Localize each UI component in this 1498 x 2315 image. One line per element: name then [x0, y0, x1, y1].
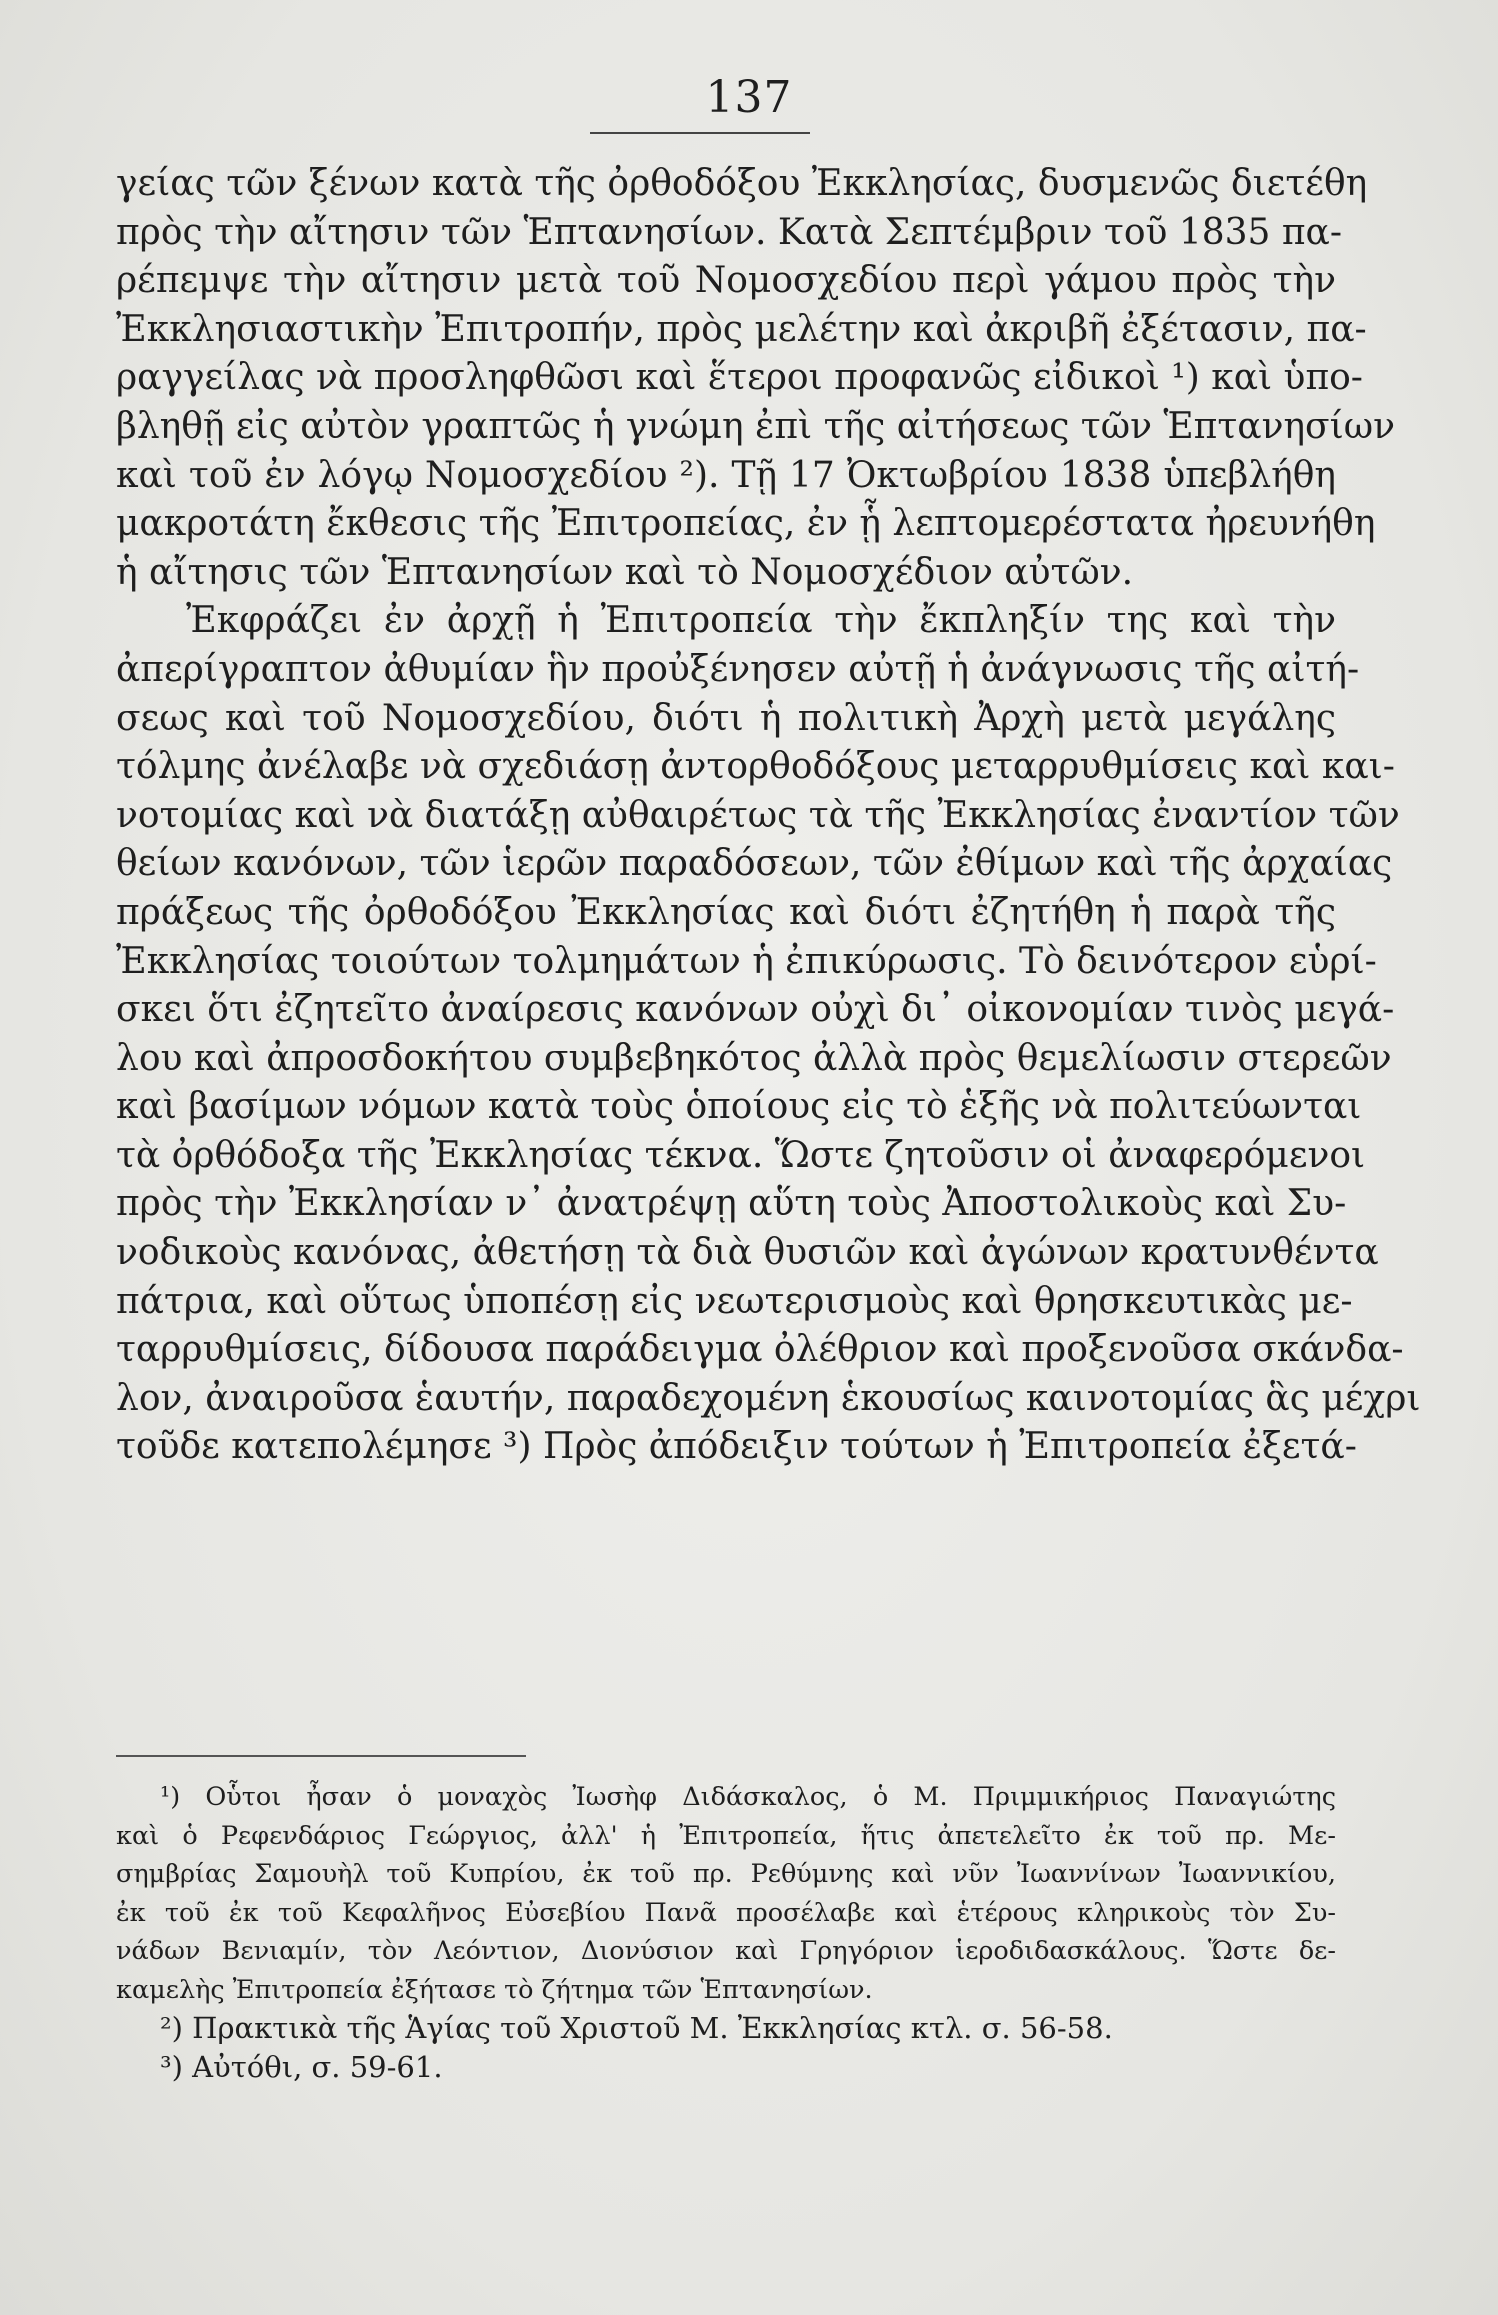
text-line: ἀπερίγραπτον ἀθυμίαν ἣν προὐξένησεν αὐτῇ ἡ ἀνάγνωσις τῆς αἰτή- [116, 648, 1360, 690]
text-line: γείας τῶν ξένων κατὰ τῆς ὀρθοδόξου Ἐκκλησίας, δυσμενῶς διετέθη [116, 163, 1368, 204]
footnote-line: ²) Πρακτικὰ τῆς Ἁγίας τοῦ Χριστοῦ Μ. Ἐκκλησίας κτλ. σ. 56-58. [160, 2011, 1113, 2045]
text-line: καὶ βασίμων νόμων κατὰ τοὺς ὁποίους εἰς τὸ ἑξῆς νὰ πολιτεύωνται [116, 1086, 1362, 1128]
text-line: ρέπεμψε τὴν αἴτησιν μετὰ τοῦ Νομοσχεδίου περὶ γάμου πρὸς τὴν [116, 260, 1336, 302]
footnote-line: ³) Αὐτόθι, σ. 59-61. [160, 2049, 443, 2084]
footnote-line: ἐκ τοῦ ἐκ τοῦ Κεφαλῆνος Εὐσεβίου Πανᾶ προσέλαβε καὶ ἑτέρους κληρικοὺς τὸν Συ- [116, 1897, 1336, 1928]
text-line: θείων κανόνων, τῶν ἱερῶν παραδόσεων, τῶν ἐθίμων καὶ τῆς ἀρχαίας [116, 843, 1393, 885]
text-line: νοδικοὺς κανόνας, ἀθετήσῃ τὰ διὰ θυσιῶν καὶ ἀγώνων κρατυνθέντα [116, 1232, 1379, 1274]
text-line: λον, ἀναιροῦσα ἑαυτήν, παραδεχομένη ἑκουσίως καινοτομίας ἃς μέχρι [116, 1377, 1421, 1419]
text-line: Ἐκκλησιαστικὴν Ἐπιτροπήν, πρὸς μελέτην καὶ ἀκριβῆ ἐξέτασιν, πα- [116, 308, 1367, 350]
text-line: τοῦδε κατεπολέμησε ³) Πρὸς ἀπόδειξιν τούτων ἡ Ἐπιτροπεία ἐξετά- [116, 1426, 1357, 1468]
text-line: τόλμης ἀνέλαβε νὰ σχεδιάσῃ ἀντορθοδόξους μεταρρυθμίσεις καὶ και- [116, 746, 1395, 788]
text-line: τὰ ὀρθόδοξα τῆς Ἐκκλησίας τέκνα. Ὥστε ζητοῦσιν οἱ ἀναφερόμενοι [116, 1134, 1366, 1176]
footnotes [116, 1778, 1336, 2086]
footnote-line: νάδων Βενιαμίν, τὸν Λεόντιον, Διονύσιον καὶ Γρηγόριον ἱεροδιδασκάλους. Ὥστε δε- [116, 1936, 1336, 1966]
footnote-line: ¹) Οὗτοι ἦσαν ὁ μοναχὸς Ἰωσὴφ Διδάσκαλος, ὁ Μ. Πριμμικήριος Παναγιώτης [160, 1782, 1336, 1812]
text-line: ραγγείλας νὰ προσληφθῶσι καὶ ἕτεροι προφανῶς εἰδικοὶ ¹) καὶ ὑπο- [116, 357, 1363, 399]
text-line: πράξεως τῆς ὀρθοδόξου Ἐκκλησίας καὶ διότι ἐζητήθη ἡ παρὰ τῆς [116, 891, 1336, 933]
text-line: ἡ αἴτησις τῶν Ἑπτανησίων καὶ τὸ Νομοσχέδιον αὐτῶν. [116, 551, 1134, 593]
text-line: ταρρυθμίσεις, δίδουσα παράδειγμα ὀλέθριον καὶ προξενοῦσα σκάνδα- [116, 1329, 1404, 1371]
page-number: 137 [705, 72, 793, 123]
text-line: σκει ὅτι ἐζητεῖτο ἀναίρεσις κανόνων οὐχὶ δι᾽ οἰκονομίαν τινὸς μεγά- [116, 989, 1395, 1031]
text-line: λου καὶ ἀπροσδοκήτου συμβεβηκότος ἀλλὰ πρὸς θεμελίωσιν στερεῶν [116, 1037, 1392, 1079]
footnote-rule [116, 1755, 526, 1757]
text-line: καὶ τοῦ ἐν λόγῳ Νομοσχεδίου ²). Τῇ 17 Ὀκτωβρίου 1838 ὑπεβλήθη [116, 454, 1336, 496]
body-text [116, 160, 1421, 1472]
text-line: πρὸς τὴν αἴτησιν τῶν Ἑπτανησίων. Κατὰ Σεπτέμβριν τοῦ 1835 πα- [116, 211, 1343, 253]
text-line: σεως καὶ τοῦ Νομοσχεδίου, διότι ἡ πολιτικὴ Ἀρχὴ μετὰ μεγάλης [116, 697, 1336, 739]
text-line: νοτομίας καὶ νὰ διατάξῃ αὐθαιρέτως τὰ τῆς Ἐκκλησίας ἐναντίον τῶν [116, 794, 1400, 836]
text-line: Ἐκκλησίας τοιούτων τολμημάτων ἡ ἐπικύρωσις. Τὸ δεινότερον εὑρί- [116, 940, 1377, 982]
footnote-line: καὶ ὁ Ρεφενδάριος Γεώργιος, ἀλλ' ἡ Ἐπιτροπεία, ἥτις ἀπετελεῖτο ἐκ τοῦ πρ. Με- [116, 1820, 1336, 1851]
text-line: βληθῇ εἰς αὐτὸν γραπτῶς ἡ γνώμη ἐπὶ τῆς αἰτήσεως τῶν Ἑπτανησίων [116, 405, 1395, 447]
footnote-line: σημβρίας Σαμουὴλ τοῦ Κυπρίου, ἐκ τοῦ πρ. Ρεθύμνης καὶ νῦν Ἰωαννίνων Ἰωαννικίου, [116, 1859, 1336, 1889]
footnote-line: καμελὴς Ἐπιτροπεία ἐξήτασε τὸ ζήτημα τῶν Ἑπτανησίων. [116, 1974, 873, 2005]
text-line: πρὸς τὴν Ἐκκλησίαν ν᾽ ἀνατρέψῃ αὕτη τοὺς Ἀποστολικοὺς καὶ Συ- [116, 1183, 1347, 1225]
header-rule [590, 132, 810, 134]
text-line: πάτρια, καὶ οὕτως ὑποπέσῃ εἰς νεωτερισμοὺς καὶ θρησκευτικὰς με- [116, 1280, 1353, 1322]
text-line: μακροτάτη ἔκθεσις τῆς Ἐπιτροπείας, ἐν ᾗ λεπτομερέστατα ἠρευνήθη [116, 503, 1376, 545]
text-line: Ἐκφράζει ἐν ἀρχῇ ἡ Ἐπιτροπεία τὴν ἔκπληξίν της καὶ τὴν [186, 600, 1336, 642]
